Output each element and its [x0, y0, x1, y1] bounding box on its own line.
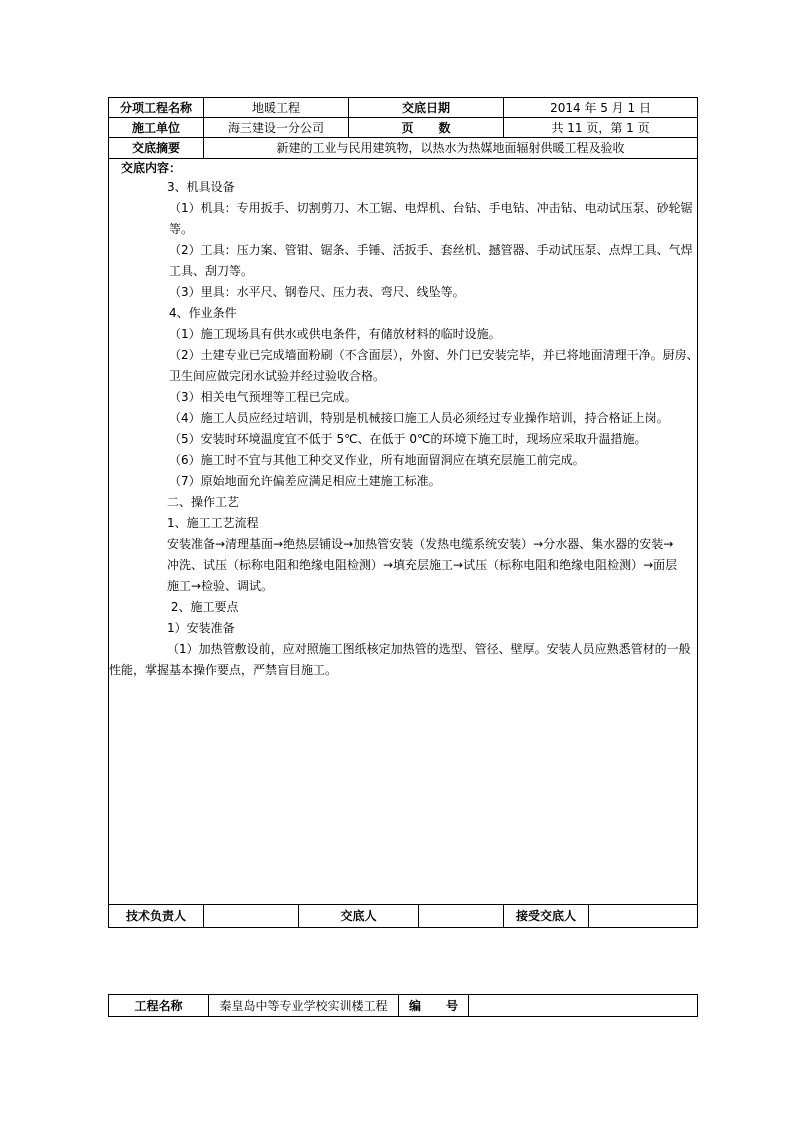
content-line: 施工→检验、调试。: [167, 579, 274, 593]
content-line: 4、作业条件: [169, 306, 237, 320]
summary-value: 新建的工业与民用建筑物，以热水为热媒地面辐射供暖工程及验收: [204, 138, 698, 159]
tech-lead-label: 技术负责人: [109, 905, 204, 928]
project-name-value: 秦皇岛中等专业学校实训楼工程: [209, 995, 399, 1017]
receiver-label: 接受交底人: [504, 905, 589, 927]
date-value: 2014 年 5 月 1 日: [504, 98, 698, 118]
content-line: （1）机具：专用扳手、切割剪刀、木工锯、电焊机、台钻、手电钻、冲击钻、电动试压泵、砂轮锯: [169, 201, 693, 215]
number-value: [469, 995, 698, 1017]
content-line: 性能，掌握基本操作要点，严禁盲目施工。: [109, 663, 338, 677]
disclosure-table: [108, 97, 698, 928]
content-line: 2、施工要点: [167, 600, 239, 614]
content-line: （2）土建专业已完成墙面粉刷（不含面层），外窗、外门已安装完毕，并已将地面清理干净。厨房、: [169, 348, 699, 362]
content-line: （5）安装时环境温度宜不低于 5℃、在低于 0℃的环境下施工时，现场应采取升温措施。: [169, 432, 647, 446]
discloser-value: [419, 905, 504, 928]
content-line: 安装准备→清理基面→绝热层铺设→加热管安装（发热电缆系统安装）→分水器、集水器的安装→: [167, 537, 674, 551]
content-line: 1、施工工艺流程: [167, 516, 259, 530]
content-cell: [109, 159, 698, 905]
content-line: （1）施工现场具有供水或供电条件，有储放材料的临时设施。: [169, 327, 501, 341]
page-value: 共 11 页，第 1 页: [504, 118, 698, 138]
content-line: （3）相关电气预埋等工程已完成。: [169, 390, 357, 404]
summary-label: 交底摘要: [109, 138, 204, 159]
receiver-cell: [504, 905, 698, 928]
project-name-label: 工程名称: [109, 995, 209, 1017]
project-item-value: 地暖工程: [204, 98, 349, 118]
number-label: 编 号: [399, 995, 469, 1017]
unit-value: 海三建设一分公司: [204, 118, 349, 138]
discloser-label: 交底人: [299, 905, 419, 928]
content-line: 卫生间应做完闭水试验并经过验收合格。: [169, 369, 386, 383]
project-info-table: [108, 994, 698, 1017]
content-line: （1）加热管敷设前，应对照施工图纸核定加热管的选型、管径、壁厚。安装人员应熟悉管材的一般: [167, 642, 691, 656]
content-line: 1）安装准备: [167, 621, 235, 635]
content-line: （2）工具：压力案、管钳、锯条、手锤、活扳手、套丝机、撼管器、手动试压泵、点焊工具、气焊: [169, 243, 693, 257]
content-line: 冲洗、试压（标称电阻和绝缘电阻检测）→填充层施工→试压（标称电阻和绝缘电阻检测）→面层: [167, 558, 678, 572]
content-line: 工具、刮刀等。: [169, 264, 254, 278]
project-item-label: 分项工程名称: [109, 98, 204, 118]
date-label: 交底日期: [349, 98, 504, 118]
receiver-value: [589, 905, 697, 927]
content-line: （4）施工人员应经过培训，特别是机械接口施工人员必须经过专业操作培训，持合格证上岗。: [169, 411, 669, 425]
content-line: （3）里具：水平尺、钢卷尺、压力表、弯尺、线坠等。: [169, 285, 465, 299]
unit-label: 施工单位: [109, 118, 204, 138]
content-line: 等。: [169, 222, 194, 236]
content-lines: [109, 177, 699, 681]
content-line: （7）原始地面允许偏差应满足相应土建施工标准。: [169, 474, 441, 488]
content-line: （6）施工时不宜与其他工种交叉作业，所有地面留洞应在填充层施工前完成。: [169, 453, 585, 467]
content-line: 3、机具设备: [167, 180, 235, 194]
content-line: 二、操作工艺: [167, 495, 240, 509]
page-label: 页 数: [349, 118, 504, 138]
tech-lead-value: [204, 905, 299, 928]
content-title: 交底内容：: [121, 161, 182, 175]
